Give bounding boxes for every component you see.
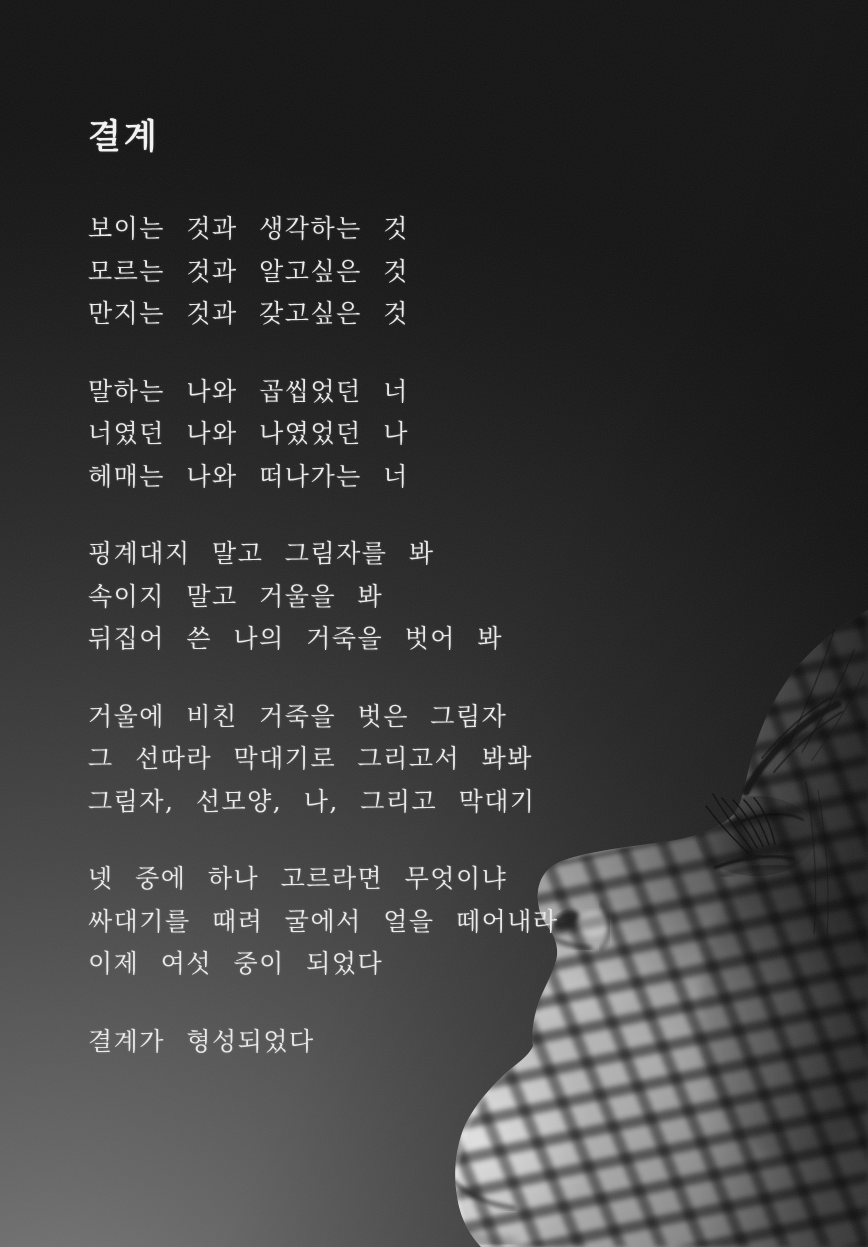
poem-line: 그림자, 선모양, 나, 그리고 막대기 [88,786,536,816]
poem-title: 결계 [88,117,160,157]
poem-stanza [88,371,559,499]
poem-line: 넷 중에 하나 고르라면 무엇이냐 [88,864,508,893]
poem-line: 결계가 형성되었다 [88,1026,315,1056]
poem-line: 이제 여섯 중이 되었다 [88,949,384,978]
poem-line: 거울에 비친 거죽을 벗은 그림자 [88,701,508,731]
poem [88,112,559,1063]
poem-stanza [88,858,559,986]
poem-line: 모르는 것과 알고싶은 것 [88,256,409,286]
poem-line: 속이지 말고 거울을 봐 [88,581,384,611]
poem-stanza [88,696,559,824]
poem-stanza [88,533,559,661]
poem-line: 너였던 나와 나였었던 나 [88,419,409,448]
poem-line: 핑계대지 말고 그림자를 봐 [88,539,435,568]
poem-stanza [88,208,559,336]
poem-line: 만지는 것과 갖고싶은 것 [88,299,409,328]
poem-stanza [88,1021,559,1064]
poem-line: 싸대기를 때려 굴에서 얼을 떼어내라 [88,906,559,936]
poem-line: 헤매는 나와 떠나가는 너 [88,461,409,491]
poem-line: 보이는 것과 생각하는 것 [88,214,409,243]
poem-line: 그 선따라 막대기로 그리고서 봐봐 [88,744,533,773]
poem-line: 뒤집어 쓴 나의 거죽을 벗어 봐 [88,624,504,653]
poem-line: 말하는 나와 곱씹었던 너 [88,376,409,406]
